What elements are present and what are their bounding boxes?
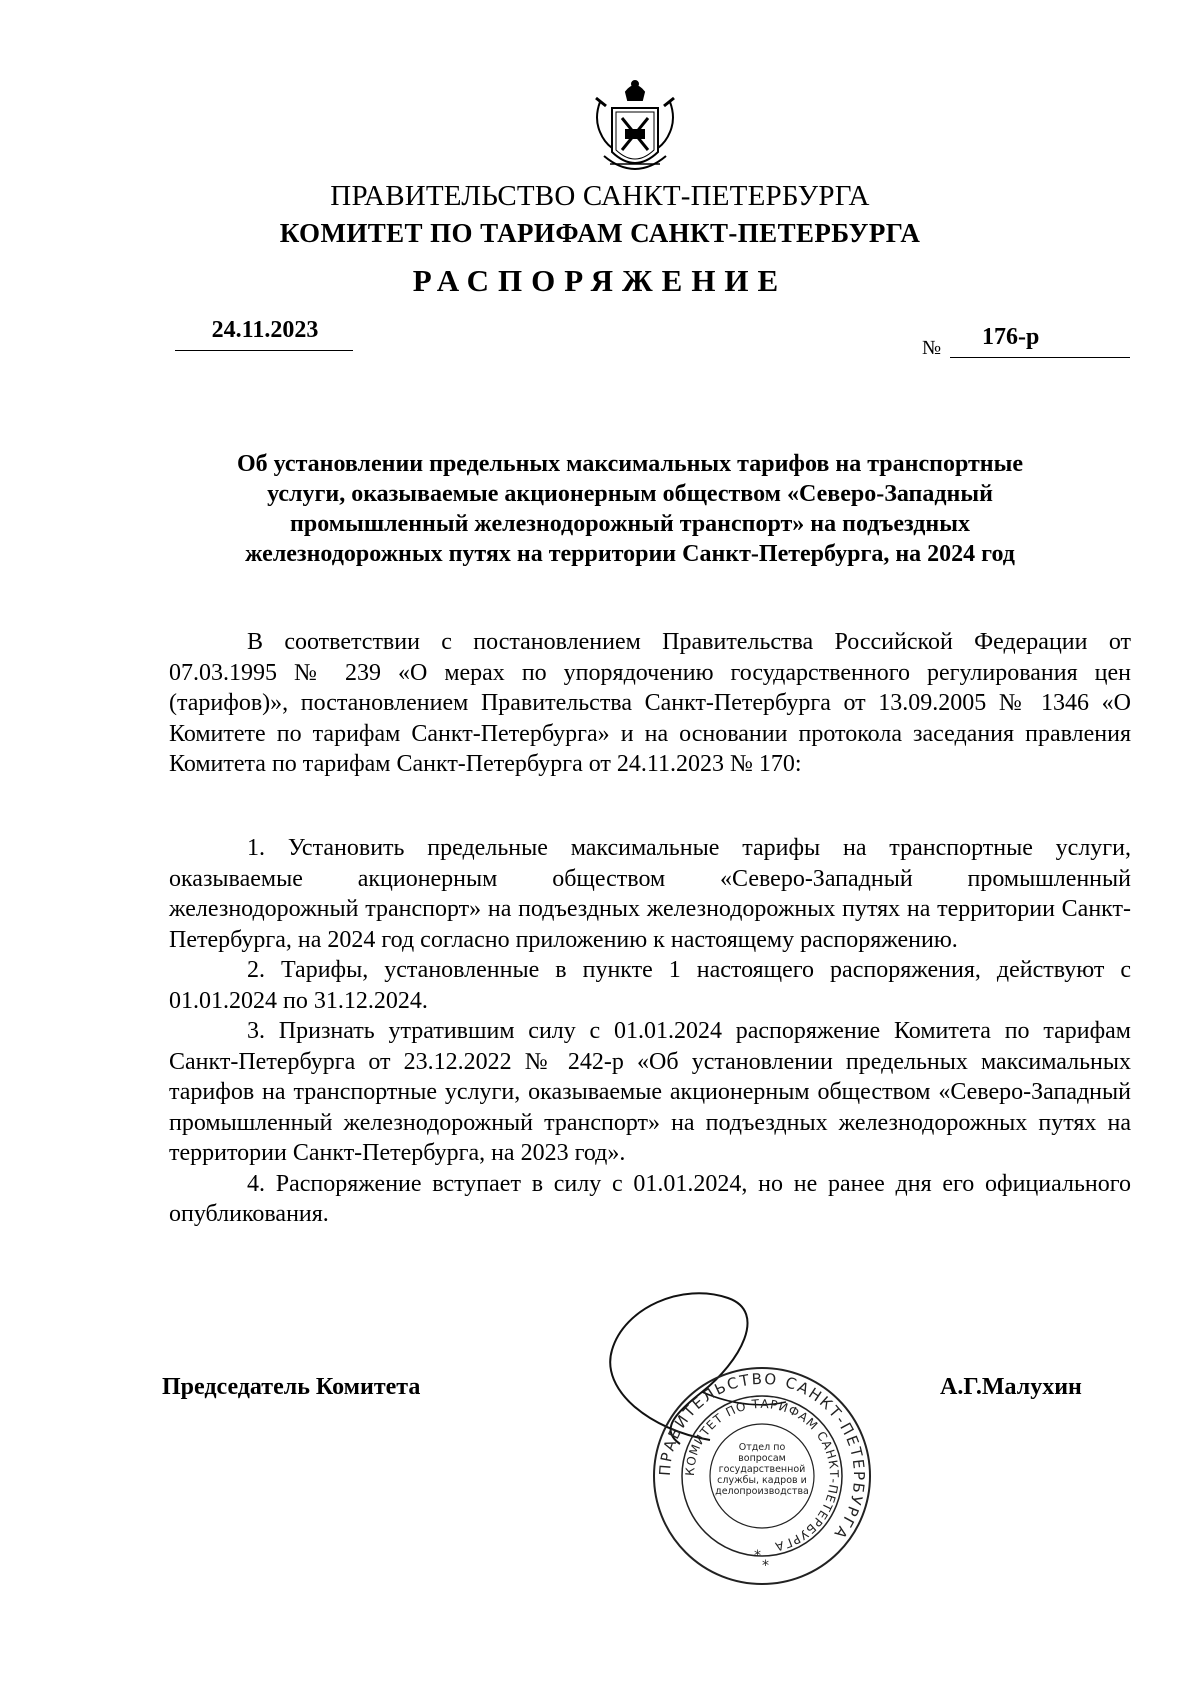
svg-text:*: * bbox=[754, 1548, 761, 1564]
order-items bbox=[169, 833, 1131, 1230]
order-item: 1. Установить предельные максимальные тарифы на транспортные услуги, оказываемые акционерным обществом «Северо-Западный промышленный железнодорожный транспорт» на подъездных железнодорожных путях на территории Санкт-Петербурга, на 2024 год согласно приложению к настоящему распоряжению. bbox=[169, 835, 1131, 953]
number-underline bbox=[950, 357, 1130, 358]
date-underline bbox=[175, 350, 353, 351]
title-line: Об установлении предельных максимальных тарифов на транспортные bbox=[236, 451, 1023, 477]
coat-of-arms-icon bbox=[590, 78, 680, 186]
order-item: 4. Распоряжение вступает в силу с 01.01.2024, но не ранее дня его официального опубликования. bbox=[169, 1170, 1131, 1227]
committee-name: КОМИТЕТ ПО ТАРИФАМ САНКТ-ПЕТЕРБУРГА bbox=[279, 218, 921, 248]
title-line: промышленный железнодорожный транспорт» на подъездных bbox=[290, 511, 970, 537]
document-title bbox=[230, 449, 1030, 569]
signer-position: Председатель Комитета bbox=[162, 1374, 421, 1400]
official-seal bbox=[650, 1364, 874, 1588]
seal-inner-text: КОМИТЕТ ПО ТАРИФАМ САНКТ-ПЕТЕРБУРГА bbox=[682, 1396, 842, 1554]
order-item: 3. Признать утратившим силу с 01.01.2024 распоряжение Комитета по тарифам Санкт-Петербурга от 23.12.2022 № 242-р «Об установлении предельных максимальных тарифов на транспортные услуги, оказываемые акционерным обществом «Северо-Западный промышленный железнодорожный транспорт» на подъездных железнодорожных путях на территории Санкт-Петербурга, на 2023 год». bbox=[169, 1018, 1131, 1166]
order-item: 2. Тарифы, установленные в пункте 1 настоящего распоряжения, действуют с 01.01.2024 по 31.12.2024. bbox=[169, 957, 1131, 1014]
preamble-text: В соответствии с постановлением Правительства Российской Федерации от 07.03.1995 № 239 «О мерах по упорядочению государственного регулирования цен (тарифов)», постановлением Правительства Санкт-Петербурга от 13.09.2005 № 1346 «О Комитете по тарифам Санкт-Петербурга» и на основании протокола заседания правления Комитета по тарифам Санкт-Петербурга от 24.11.2023 № 170: bbox=[169, 629, 1131, 777]
svg-text:*: * bbox=[762, 1558, 769, 1574]
seal-outer-text: ПРАВИТЕЛЬСТВО САНКТ-ПЕТЕРБУРГА bbox=[655, 1369, 869, 1544]
preamble bbox=[169, 627, 1131, 780]
government-name: ПРАВИТЕЛЬСТВО САНКТ-ПЕТЕРБУРГА bbox=[330, 180, 870, 212]
number-label: № bbox=[922, 337, 942, 359]
title-line: железнодорожных путях на территории Санкт-Петербурга, на 2024 год bbox=[245, 541, 1015, 567]
document-type: РАСПОРЯЖЕНИЕ bbox=[412, 263, 788, 298]
document-number: 176-р bbox=[982, 324, 1040, 350]
signer-name: А.Г.Малухин bbox=[940, 1374, 1082, 1400]
title-line: услуги, оказываемые акционерным обществом «Северо-Западный bbox=[267, 481, 993, 507]
document-date: 24.11.2023 bbox=[211, 317, 319, 343]
seal-center-text: Отдел по вопросам государственной службы, кадров и делопроизводства bbox=[715, 1442, 809, 1497]
